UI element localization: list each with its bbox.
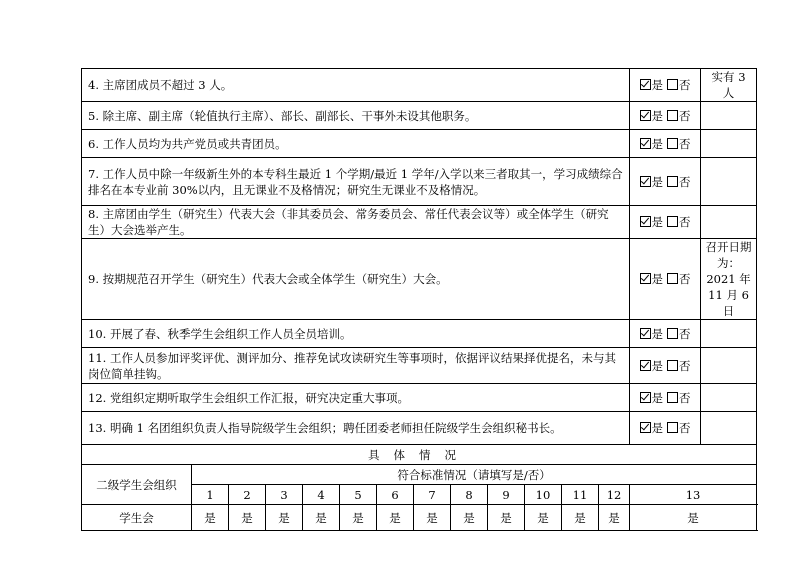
no-checkbox[interactable] bbox=[667, 79, 678, 90]
no-checkbox[interactable] bbox=[667, 273, 678, 284]
no-label: 否 bbox=[679, 358, 691, 373]
yes-checkbox[interactable] bbox=[640, 138, 651, 149]
criterion-text: 11. 工作人员参加评奖评优、测评加分、推荐免试攻读研究生等事项时，依据评议结果择优提名，未与其岗位简单挂钩。 bbox=[82, 348, 630, 384]
criterion-row bbox=[82, 412, 757, 445]
criterion-text: 9. 按期规范召开学生（研究生）代表大会或全体学生（研究生）大会。 bbox=[82, 239, 630, 320]
no-label: 否 bbox=[679, 136, 691, 151]
yes-no-options bbox=[630, 158, 701, 206]
no-checkbox[interactable] bbox=[667, 360, 678, 371]
yes-label: 是 bbox=[651, 108, 664, 123]
compliance-value: 是 bbox=[562, 505, 599, 531]
compliance-value: 是 bbox=[488, 505, 525, 531]
no-label: 否 bbox=[679, 326, 691, 341]
criterion-number: 12 bbox=[599, 485, 630, 505]
criterion-note bbox=[701, 158, 757, 206]
criterion-number: 8 bbox=[451, 485, 488, 505]
criterion-number: 10 bbox=[525, 485, 562, 505]
yes-no-options bbox=[630, 69, 701, 102]
compliance-value: 是 bbox=[630, 505, 757, 531]
yes-no-options bbox=[630, 412, 701, 445]
no-checkbox[interactable] bbox=[667, 176, 678, 187]
criterion-note bbox=[701, 348, 757, 384]
criterion-note bbox=[701, 384, 757, 412]
criterion-row bbox=[82, 239, 757, 320]
compliance-value: 是 bbox=[377, 505, 414, 531]
org-column-label: 二级学生会组织 bbox=[82, 465, 192, 505]
yes-no-options bbox=[630, 239, 701, 320]
criterion-row bbox=[82, 158, 757, 206]
no-checkbox[interactable] bbox=[667, 392, 678, 403]
criterion-note: 实有 3 人 bbox=[701, 69, 757, 102]
criterion-note: 召开日期为：2021 年 11 月 6 日 bbox=[701, 239, 757, 320]
no-label: 否 bbox=[679, 272, 691, 286]
org-value-row bbox=[82, 505, 757, 531]
criterion-row bbox=[82, 69, 757, 102]
no-checkbox[interactable] bbox=[667, 216, 678, 227]
compliance-value: 是 bbox=[525, 505, 562, 531]
compliance-value: 是 bbox=[192, 505, 229, 531]
yes-checkbox[interactable] bbox=[640, 328, 651, 339]
no-checkbox[interactable] bbox=[667, 110, 678, 121]
yes-label: 是 bbox=[651, 78, 664, 92]
criterion-text: 12. 党组织定期听取学生会组织工作汇报，研究决定重大事项。 bbox=[82, 384, 630, 412]
yes-label: 是 bbox=[651, 358, 664, 373]
no-checkbox[interactable] bbox=[667, 328, 678, 339]
compliance-label: 符合标准情况（请填写是/否） bbox=[192, 465, 757, 485]
criterion-row bbox=[82, 102, 757, 130]
criterion-number: 5 bbox=[340, 485, 377, 505]
compliance-value: 是 bbox=[599, 505, 630, 531]
yes-checkbox[interactable] bbox=[640, 216, 651, 227]
criterion-row bbox=[82, 320, 757, 348]
criterion-text: 8. 主席团由学生（研究生）代表大会（非其委员会、常务委员会、常任代表会议等）或全体学生（研究生）大会选举产生。 bbox=[82, 206, 630, 239]
yes-checkbox[interactable] bbox=[640, 176, 651, 187]
yes-no-options bbox=[630, 348, 701, 384]
yes-label: 是 bbox=[651, 174, 664, 189]
criterion-number: 13 bbox=[630, 485, 757, 505]
criterion-note bbox=[701, 412, 757, 445]
no-label: 否 bbox=[679, 108, 691, 123]
compliance-value: 是 bbox=[303, 505, 340, 531]
criterion-number: 1 bbox=[192, 485, 229, 505]
criterion-note bbox=[701, 320, 757, 348]
no-label: 否 bbox=[679, 390, 691, 405]
criterion-text: 4. 主席团成员不超过 3 人。 bbox=[82, 69, 630, 102]
criterion-text: 13. 明确 1 名团组织负责人指导院级学生会组织；聘任团委老师担任院级学生会组织秘书长。 bbox=[82, 412, 630, 445]
org-name: 学生会 bbox=[82, 505, 192, 531]
criterion-note bbox=[701, 102, 757, 130]
no-label: 否 bbox=[679, 78, 691, 92]
yes-checkbox[interactable] bbox=[640, 360, 651, 371]
no-label: 否 bbox=[679, 215, 691, 229]
criterion-row bbox=[82, 130, 757, 158]
criterion-number: 3 bbox=[266, 485, 303, 505]
criterion-text: 6. 工作人员均为共产党员或共青团员。 bbox=[82, 130, 630, 158]
compliance-value: 是 bbox=[451, 505, 488, 531]
criterion-note bbox=[701, 206, 757, 239]
yes-checkbox[interactable] bbox=[640, 392, 651, 403]
compliance-value: 是 bbox=[414, 505, 451, 531]
yes-label: 是 bbox=[651, 421, 664, 435]
yes-label: 是 bbox=[651, 326, 664, 341]
yes-no-options bbox=[630, 130, 701, 158]
criterion-text: 5. 除主席、副主席（轮值执行主席）、部长、副部长、干事外未设其他职务。 bbox=[82, 102, 630, 130]
criterion-row bbox=[82, 348, 757, 384]
details-section bbox=[82, 445, 757, 531]
yes-checkbox[interactable] bbox=[640, 110, 651, 121]
no-checkbox[interactable] bbox=[667, 138, 678, 149]
criterion-number: 6 bbox=[377, 485, 414, 505]
criterion-text: 10. 开展了春、秋季学生会组织工作人员全员培训。 bbox=[82, 320, 630, 348]
criterion-number: 9 bbox=[488, 485, 525, 505]
criterion-number: 7 bbox=[414, 485, 451, 505]
yes-label: 是 bbox=[651, 136, 664, 151]
yes-checkbox[interactable] bbox=[640, 79, 651, 90]
no-label: 否 bbox=[679, 421, 691, 435]
criterion-number: 4 bbox=[303, 485, 340, 505]
yes-label: 是 bbox=[651, 390, 664, 405]
criterion-note bbox=[701, 130, 757, 158]
compliance-value: 是 bbox=[340, 505, 377, 531]
yes-no-options bbox=[630, 102, 701, 130]
yes-no-options bbox=[630, 384, 701, 412]
yes-label: 是 bbox=[651, 272, 664, 286]
yes-checkbox[interactable] bbox=[640, 273, 651, 284]
criterion-row bbox=[82, 206, 757, 239]
yes-no-options bbox=[630, 320, 701, 348]
criterion-number: 2 bbox=[229, 485, 266, 505]
details-header bbox=[82, 445, 757, 465]
no-checkbox[interactable] bbox=[667, 422, 678, 433]
yes-no-options bbox=[630, 206, 701, 239]
criterion-number: 11 bbox=[562, 485, 599, 505]
criterion-text: 7. 工作人员中除一年级新生外的本专科生最近 1 个学期/最近 1 学年/入学以来三者取其一，学习成绩综合排名在本专业前 30%以内，且无课业不及格情况；研究生无课业不及格情况。 bbox=[82, 158, 630, 206]
no-label: 否 bbox=[679, 174, 691, 189]
criteria-rows bbox=[82, 69, 757, 445]
details-header-text: 具体情况 bbox=[368, 447, 471, 462]
criterion-row bbox=[82, 384, 757, 412]
yes-label: 是 bbox=[651, 215, 664, 229]
yes-checkbox[interactable] bbox=[640, 422, 651, 433]
compliance-value: 是 bbox=[229, 505, 266, 531]
compliance-value: 是 bbox=[266, 505, 303, 531]
checklist-table bbox=[81, 68, 757, 531]
